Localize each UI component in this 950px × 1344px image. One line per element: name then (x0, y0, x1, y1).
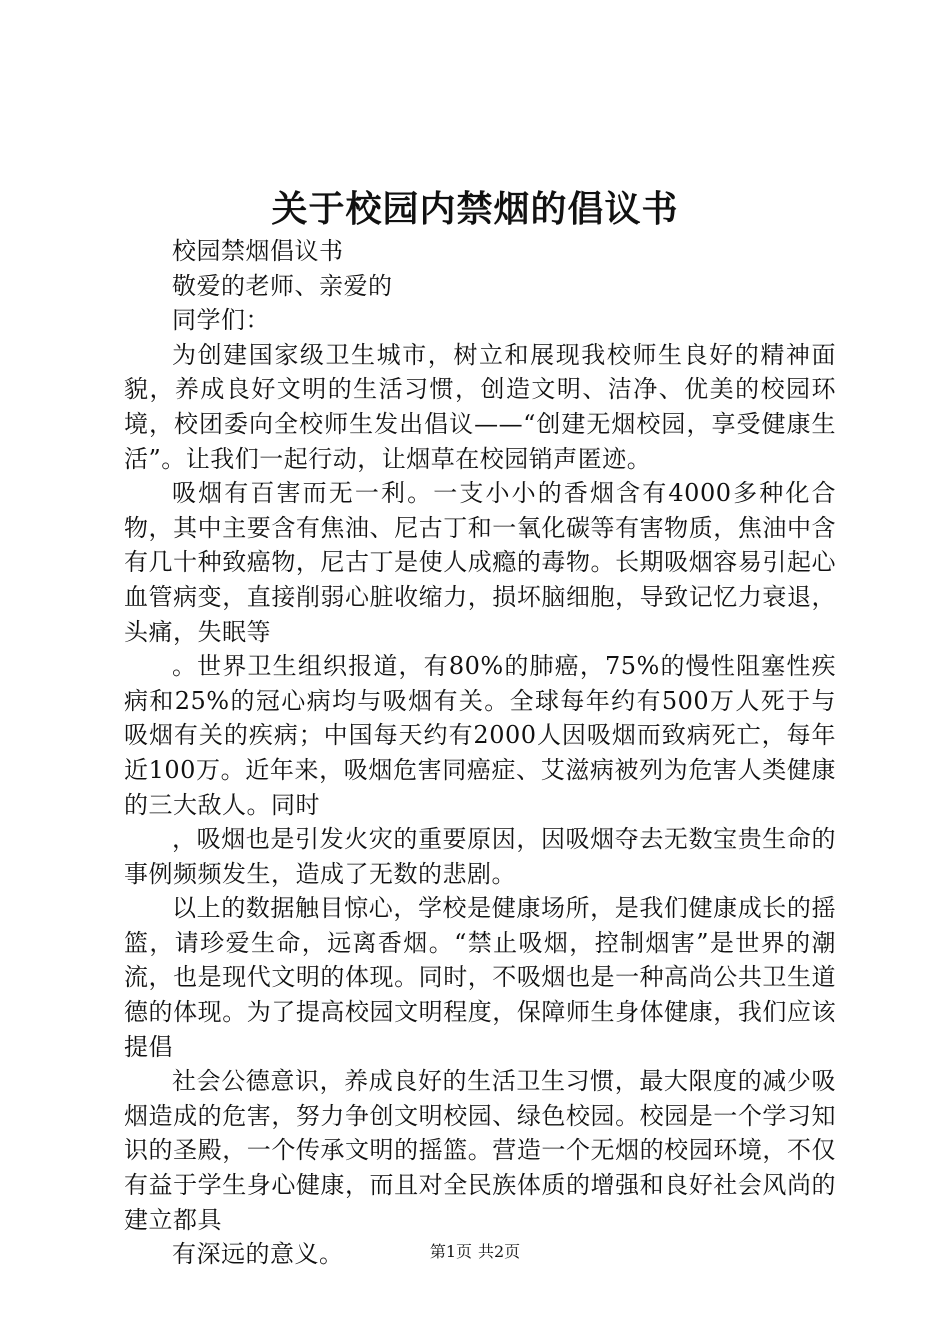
document-body (124, 234, 836, 1272)
page-number: 第1页 (429, 1242, 472, 1261)
paragraph-salutation-cont: 同学们： (172, 306, 270, 335)
paragraph-harm: 吸烟有百害而无一利。一支小小的香烟含有4000多种化合物，其中主要含有焦油、尼古丁和一氧化碳等有害物质，焦油中含有几十种致癌物，尼古丁是使人成瘾的毒物。长期吸烟容易引起心血管病变，直接削弱心脏收缩力，损坏脑细胞，导致记忆力衰退，头痛，失眠等 (124, 479, 836, 646)
paragraph-heading: 校园禁烟倡议书 (172, 237, 344, 265)
page-total: 共2页 (478, 1242, 521, 1261)
document-title: 关于校园内禁烟的倡议书 (271, 188, 679, 230)
paragraph-statistics: 。世界卫生组织报道，有80%的肺癌，75%的慢性阻塞性疾病和25%的冠心病均与吸烟有关。全球每年约有500万人死于与吸烟有关的疾病；中国每天约有2000人因吸烟而致病死亡，每年近100万。近年来，吸烟危害同癌症、艾滋病被列为危害人类健康的三大敌人。同时 (124, 652, 836, 819)
page-footer (0, 1240, 950, 1264)
paragraph-ethics: 社会公德意识，养成良好的生活卫生习惯，最大限度的减少吸烟造成的危害，努力争创文明校园、绿色校园。校园是一个学习知识的圣殿，一个传承文明的摇篮。营造一个无烟的校园环境，不仅有益于学生身心健康，而且对全民族体质的增强和良好社会风尚的建立都具 (124, 1067, 836, 1234)
paragraph-salutation: 敬爱的老师、亲爱的 (172, 271, 393, 300)
paragraph-fire: ，吸烟也是引发火灾的重要原因，因吸烟夺去无数宝贵生命的事例频频发生，造成了无数的悲剧。 (124, 825, 836, 888)
paragraph-call: 以上的数据触目惊心，学校是健康场所，是我们健康成长的摇篮，请珍爱生命，远离香烟。“禁止吸烟，控制烟害”是世界的潮流，也是现代文明的体现。同时，不吸烟也是一种高尚公共卫生道德的体现。为了提高校园文明程度，保障师生身体健康，我们应该提倡 (124, 894, 836, 1061)
paragraph-closing: 有深远的意义。 (172, 1240, 344, 1269)
paragraph-intro: 为创建国家级卫生城市，树立和展现我校师生良好的精神面貌，养成良好文明的生活习惯，创造文明、洁净、优美的校园环境，校团委向全校师生发出倡议——“创建无烟校园，享受健康生活”。让我们一起行动，让烟草在校园销声匿迹。 (124, 340, 836, 473)
